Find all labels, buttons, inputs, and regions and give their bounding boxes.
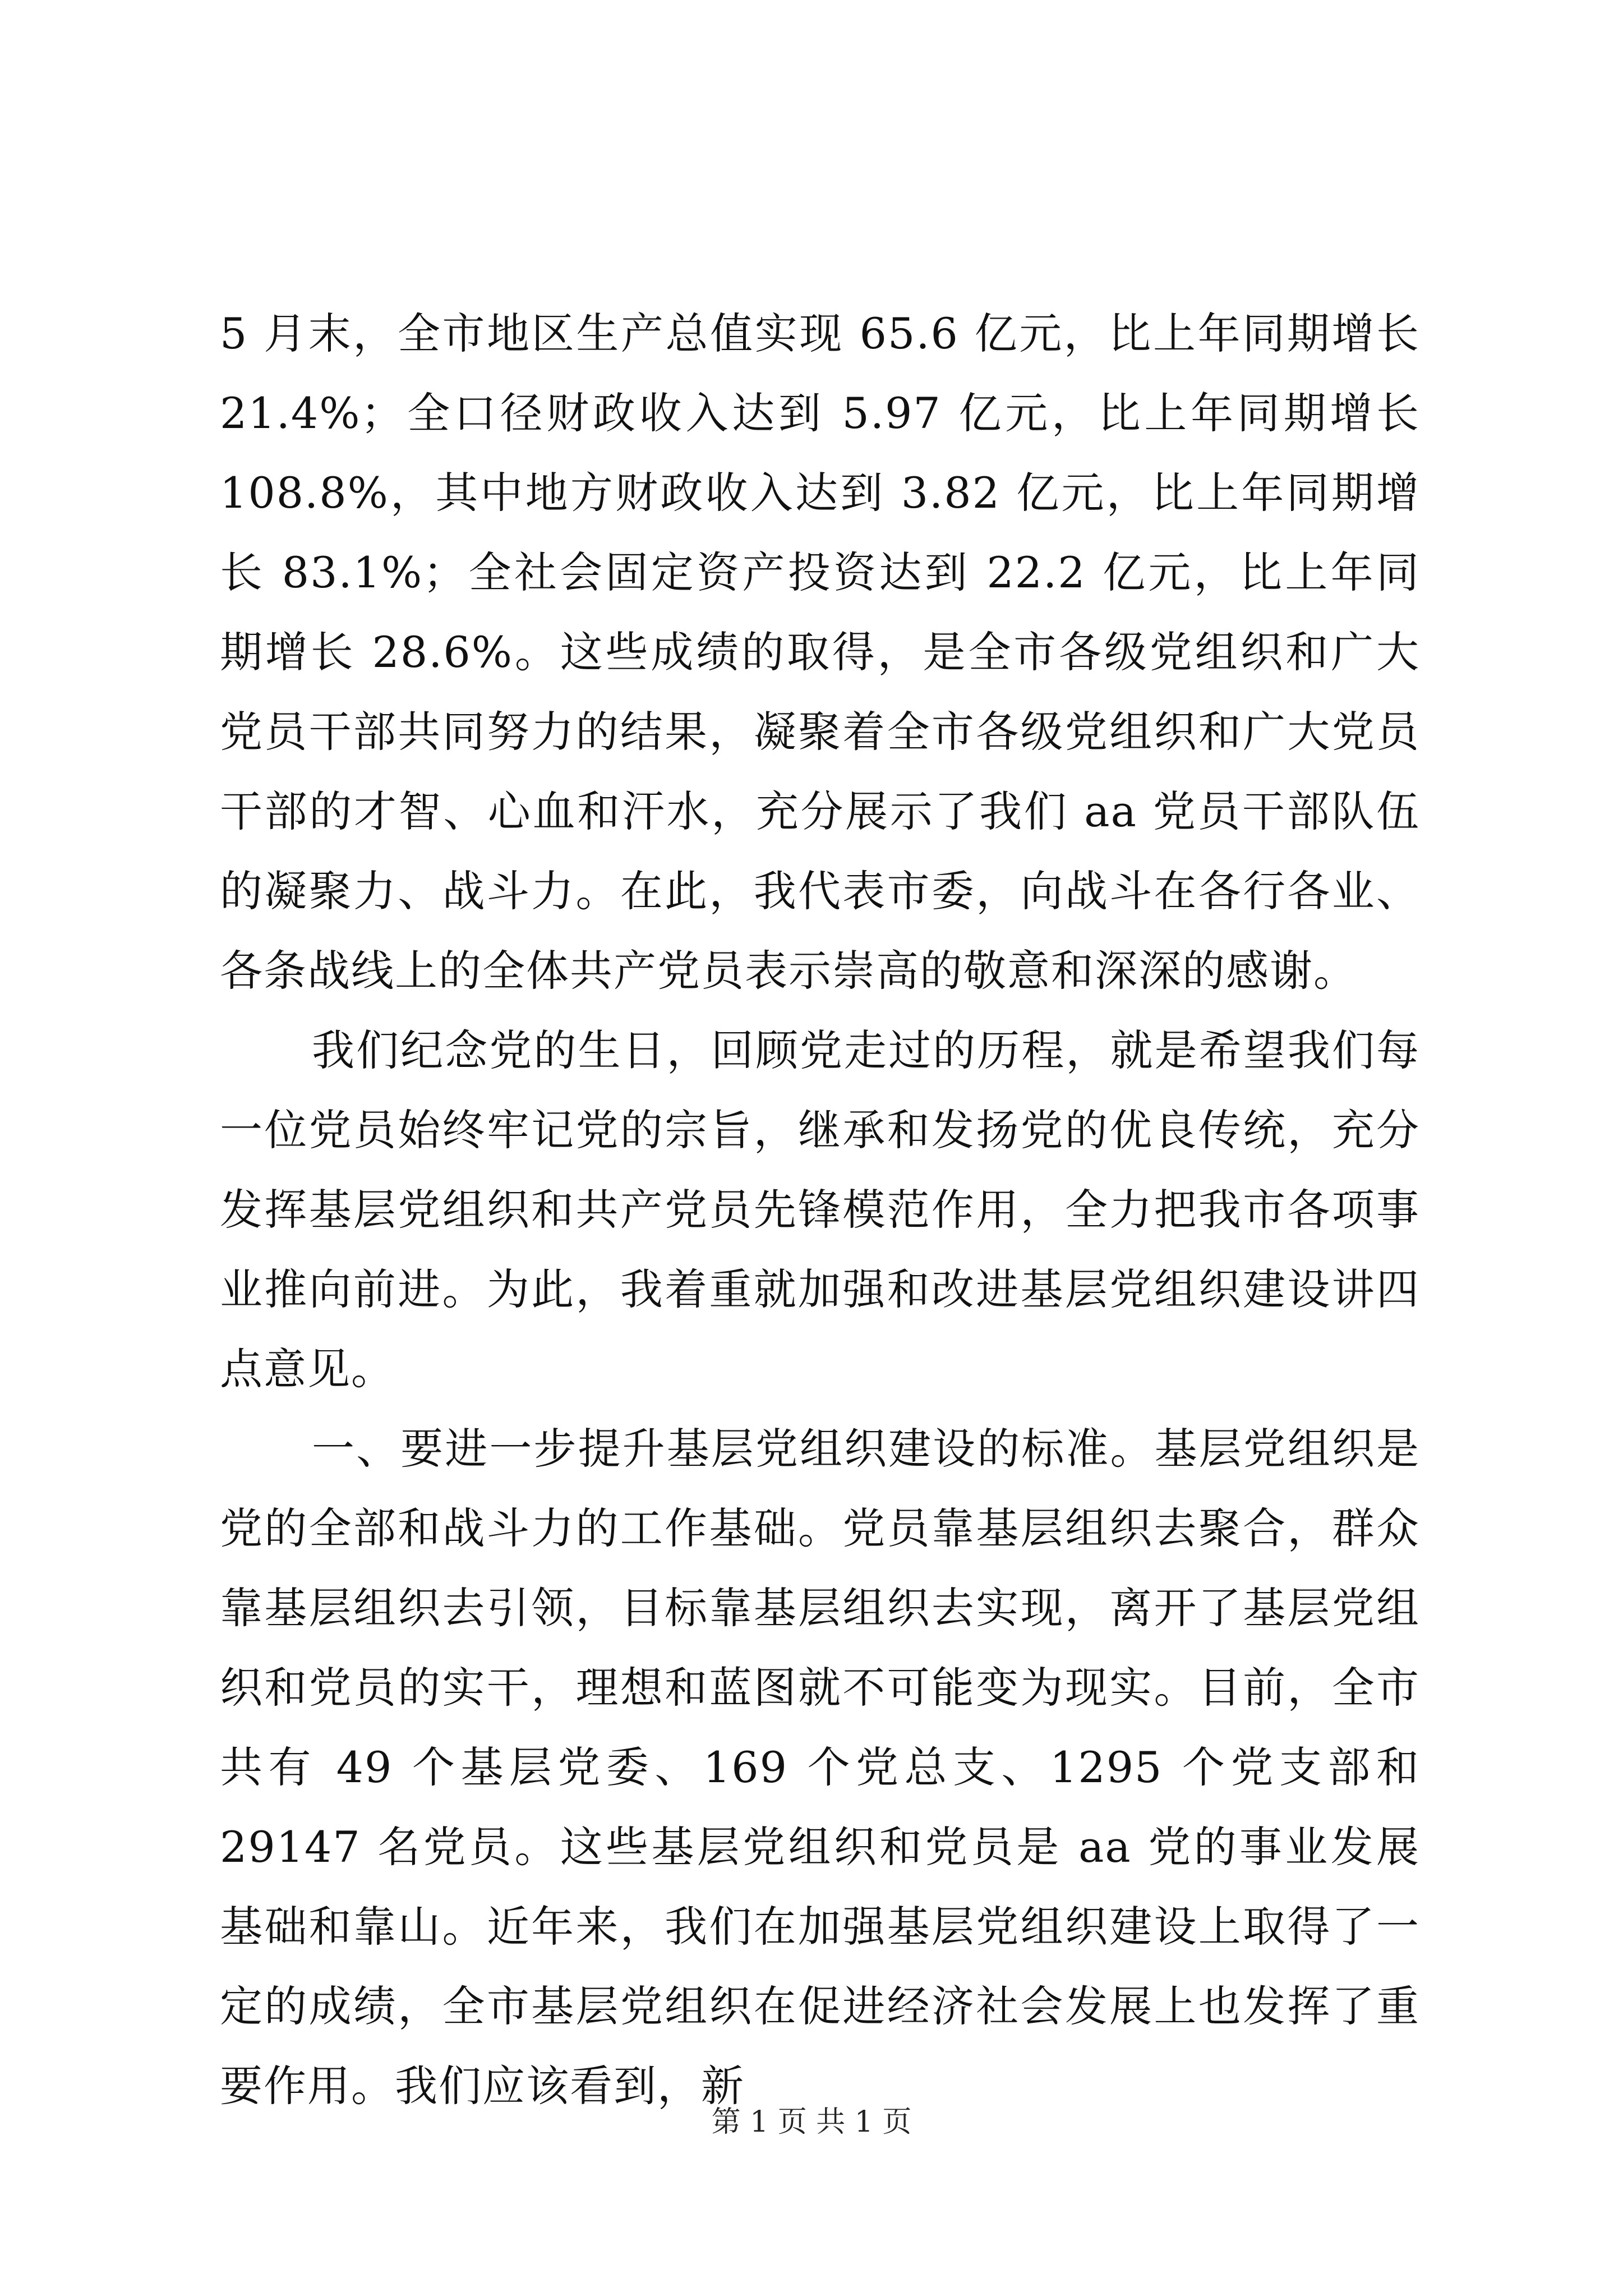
paragraph-grassroots-standards: 一、要进一步提升基层党组织建设的标准。基层党组织是党的全部和战斗力的工作基础。党员靠基层组织去聚合，群众靠基层组织去引领，目标靠基层组织去实现，离开了基层党组织和党员的实干，理想和蓝图就不可能变为现实。目前，全市共有 49 个基层党委、169 个党总支、1295 个党支部和 29147 名党员。这些基层党组织和党员是 aa 党的事业发展基础和靠山。近年来，我们在加强基层党组织建设上取得了一定的成绩，全市基层党组织在促进经济社会发展上也发挥了重要作用。我们应该看到，新 bbox=[220, 1424, 1420, 2111]
paragraph-economic-results: 5 月末，全市地区生产总值实现 65.6 亿元，比上年同期增长 21.4%；全口径财政收入达到 5.97 亿元，比上年同期增长 108.8%，其中地方财政收入达到 3.82 亿元，比上年同期增长 83.1%；全社会固定资产投资达到 22.2 亿元，比上年同期增长 28.6%。这些成绩的取得，是全市各级党组织和广大党员干部共同努力的结果，凝聚着全市各级党组织和广大党员干部的才智、心血和汗水，充分展示了我们 aa 党员干部队伍的凝聚力、战斗力。在此，我代表市委，向战斗在各行各业、各条战线上的全体共产党员表示崇高的敬意和深深的感谢。 bbox=[220, 309, 1420, 996]
document-body bbox=[220, 294, 1420, 2126]
page-footer: 第 1 页 共 1 页 bbox=[711, 2105, 912, 2139]
paragraph-party-anniversary: 我们纪念党的生日，回顾党走过的历程，就是希望我们每一位党员始终牢记党的宗旨，继承和发扬党的优良传统，充分发挥基层党组织和共产党员先锋模范作用，全力把我市各项事业推向前进。为此，我着重就加强和改进基层党组织建设讲四点意见。 bbox=[220, 1025, 1420, 1394]
